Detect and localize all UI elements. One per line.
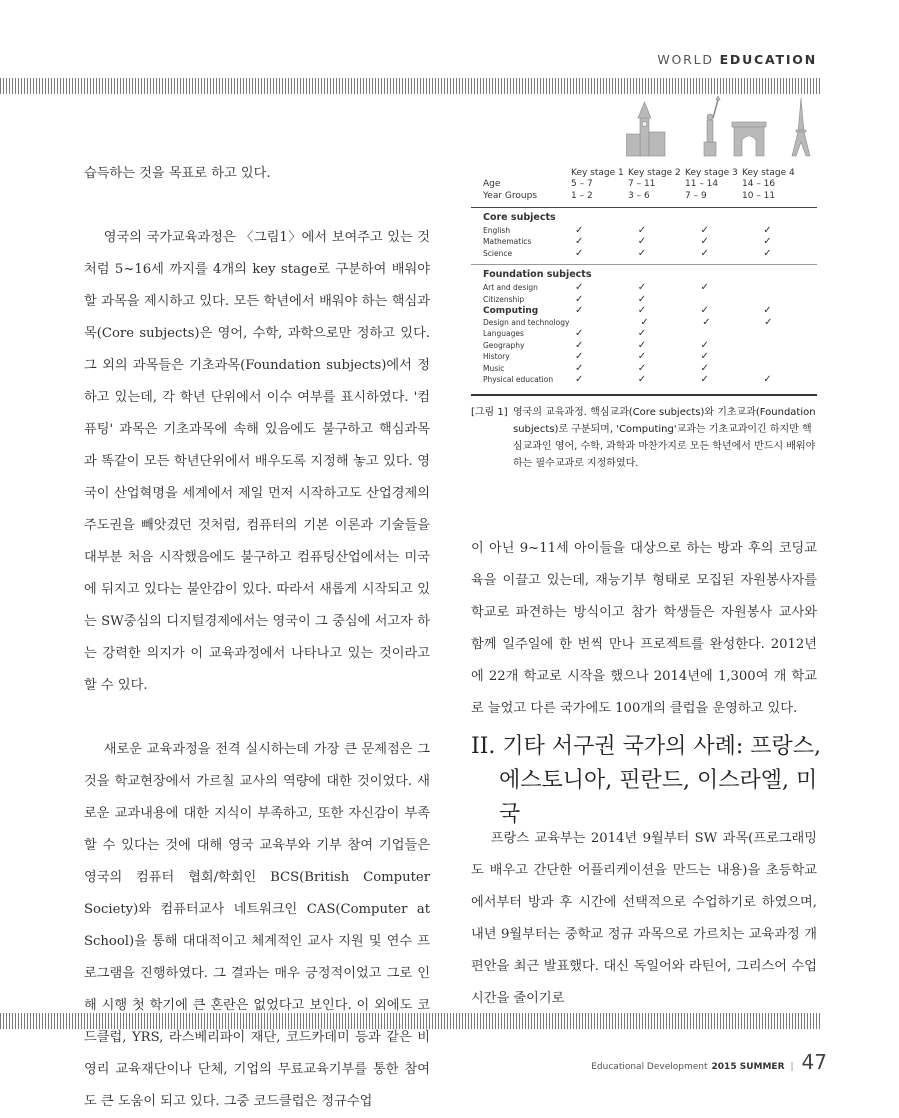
header-cell: 3 – 6 [628, 190, 650, 201]
foundation-subjects-title: Foundation subjects [483, 269, 592, 280]
check-mark: ✓ [574, 236, 584, 248]
check-mark: ✓ [574, 328, 584, 340]
header-cell: 14 – 16 [742, 179, 776, 190]
footer-season: 2015 SUMMER [711, 1062, 785, 1072]
row-label: Art and design [483, 283, 538, 293]
header-cell: 10 – 11 [742, 190, 776, 201]
header-cell: 11 – 14 [685, 179, 719, 190]
bottom-decorative-bar [0, 1013, 820, 1029]
right-paragraph-1: 이 아닌 9~11세 아이들을 대상으로 하는 방과 후의 코딩교육을 이끌고 있는데, 재능기부 형태로 모집된 자원봉사자를 학교로 파견하는 방식이고 참가 학생들은 자원봉사 교사와 함께 일주일에 한 번씩 만나 프로젝트를 완성한다. 2012년에 22개 학교로 시작을 했으나 2014년에 1,300여 개 학교로 늘었고 다른 국가에도 100개의 클럽을 운영하고 있다. [471, 541, 817, 716]
figure-curriculum-table [471, 167, 817, 472]
right-paragraph-2: 프랑스 교육부는 2014년 9월부터 SW 과목(프로그래밍도 배우고 간단한 어플리케이션을 만드는 내용)을 초등학교에서부터 방과 후 시간에 선택적으로 수업하기로 하였으며, 내년 9월부터는 중학교 정규 과목으로 가르치는 교육과정 개편안을 최근 발표했다. 대신 독일어와 라틴어, 그리스어 수업시간을 줄이기로 [471, 831, 817, 1006]
check-mark: ✓ [764, 316, 773, 328]
check-mark: ✓ [763, 224, 772, 236]
row-label: Physical education [483, 375, 554, 385]
check-mark: ✓ [637, 293, 647, 305]
check-mark: ✓ [702, 316, 711, 328]
check-mark: ✓ [637, 224, 647, 236]
section-heading [471, 730, 831, 832]
header-cell: 5 – 7 [571, 179, 593, 190]
section-heading-line2: 에스토니아, 핀란드, 이스라엘, 미국 [499, 768, 818, 827]
check-mark: ✓ [574, 282, 584, 294]
check-mark: ✓ [574, 362, 584, 374]
row-label: Age [483, 179, 501, 190]
core-subjects-title: Core subjects [483, 211, 556, 223]
table-row [471, 190, 817, 202]
check-mark: ✓ [700, 282, 709, 294]
figure-caption-text: 영국의 교육과정. 핵심교과(Core subjects)와 기초교과(Foundation subjects)로 구분되며, 'Computing'교과는 기초교과이긴 하지만 핵심교과인 영어, 수학, 과학과 마찬가지로 모든 학년에서 반드시 배워야 하는 필수교과로 지정하였다. [513, 406, 816, 469]
check-mark: ✓ [637, 305, 647, 317]
check-mark: ✓ [574, 374, 584, 386]
row-label: Languages [483, 329, 524, 339]
row-label: English [483, 225, 511, 235]
check-mark: ✓ [700, 305, 709, 317]
table-row [471, 167, 817, 179]
table-row [471, 363, 817, 375]
section-header [657, 52, 817, 67]
check-mark: ✓ [637, 328, 647, 340]
row-label: Music [483, 363, 505, 373]
table-row [471, 282, 817, 294]
section-header-word1: WORLD [657, 52, 714, 67]
check-mark: ✓ [574, 339, 584, 351]
header-cell: Key stage 2 [628, 167, 681, 178]
table-row [471, 317, 817, 329]
left-paragraph-2: 영국의 국가교육과정은 〈그림1〉에서 보여주고 있는 것처럼 5~16세 까지를 4개의 key stage로 구분하여 배워야 할 과목을 제시하고 있다. 모든 학년에서 배워야 하는 핵심과목(Core subjects)은 영어, 수학, 과학으로만 정하고 있다. 그 외의 과목들은 기초과목(Foundation subjects)에서 정하고 있는데, 각 학년 단위에서 이수 여부를 표시하였다. '컴퓨팅' 과목은 기초과목에 속해 있음에도 불구하고 핵심과목과 똑같이 모든 학년단위에서 배우도록 지정해 놓고 있다. 영국이 산업혁명을 세계에서 제일 먼저 시작하고도 산업경제의 주도권을 빼앗겼던 것처럼, 컴퓨터의 기본 이론과 기술들을 대부분 처음 시작했음에도 불구하고 컴퓨팅산업에서는 미국에 뒤지고 있다는 불안감이 있다. 따라서 새롭게 시작되고 있는 SW중심의 디지털경제에서는 영국이 그 중심에 서고자 하는 강력한 의지가 이 교육과정에서 나타나고 있는 것이라고 할 수 있다. [84, 230, 430, 693]
check-mark: ✓ [763, 305, 772, 317]
page-number: 47 [801, 1050, 827, 1074]
check-mark: ✓ [637, 362, 647, 374]
row-label: Design and technology [483, 317, 570, 327]
header-cell: Key stage 3 [685, 167, 738, 178]
row-label: History [483, 352, 510, 362]
check-mark: ✓ [700, 247, 709, 259]
table-row [471, 248, 817, 260]
check-mark: ✓ [700, 236, 709, 248]
row-label: Citizenship [483, 294, 525, 304]
check-mark: ✓ [574, 351, 584, 363]
table-row [471, 340, 817, 352]
table-row [471, 225, 817, 237]
row-label: Computing [483, 305, 539, 316]
check-mark: ✓ [637, 339, 647, 351]
check-mark: ✓ [763, 236, 772, 248]
row-label: Science [483, 248, 513, 258]
top-decorative-bar [0, 78, 820, 94]
landmarks-illustration [626, 96, 816, 158]
check-mark: ✓ [700, 374, 709, 386]
table-row [471, 294, 817, 306]
header-cell: 7 – 11 [628, 179, 656, 190]
section-header-word2: EDUCATION [719, 52, 817, 67]
check-mark: ✓ [637, 282, 647, 294]
header-cell: 7 – 9 [685, 190, 707, 201]
table-row [471, 328, 817, 340]
header-cell: Key stage 1 [571, 167, 624, 178]
table-row [471, 374, 817, 386]
check-mark: ✓ [763, 374, 772, 386]
check-mark: ✓ [763, 247, 772, 259]
left-column [84, 158, 430, 1118]
page-footer [591, 1050, 827, 1074]
row-label: Geography [483, 340, 525, 350]
table-row [471, 305, 817, 317]
footer-journal: Educational Development [591, 1062, 708, 1072]
row-label: Mathematics [483, 237, 532, 247]
left-paragraph-1: 습득하는 것을 목표로 하고 있다. [84, 166, 271, 181]
check-mark: ✓ [700, 351, 709, 363]
section-heading-line1: II. 기타 서구권 국가의 사례: 프랑스, [471, 734, 822, 759]
check-mark: ✓ [700, 362, 709, 374]
figure-caption-label: [그림 1] [471, 406, 508, 418]
check-mark: ✓ [574, 247, 584, 259]
check-mark: ✓ [574, 224, 584, 236]
figure-caption [471, 404, 817, 472]
check-mark: ✓ [700, 339, 709, 351]
header-cell: Key stage 4 [742, 167, 795, 178]
check-mark: ✓ [700, 224, 709, 236]
figure-bottom-rule [471, 394, 817, 396]
right-column-bottom [471, 823, 817, 1015]
left-paragraph-3: 새로운 교육과정을 전격 실시하는데 가장 큰 문제점은 그것을 학교현장에서 가르칠 교사의 역량에 대한 것이었다. 새로운 교과내용에 대한 지식이 부족하고, 또한 자신감이 부족할 수 있다는 것에 대해 영국 교육부와 기부 참여 기업들은 영국의 컴퓨터 협회/학회인 BCS(British Computer Society)와 컴퓨터교사 네트워크인 CAS(Computer at School)을 통해 대대적이고 체계적인 교사 지원 및 연수 프로그램을 진행하였다. 그 결과는 매우 긍정적이었고 그로 인해 시행 첫 학기에 큰 혼란은 없었다고 보인다. 이 외에도 코드클럽, YRS, 라스베리파이 재단, 코드카데미 등과 같은 비영리 교육재단이나 단체, 기업의 무료교육기부를 통한 참여도 큰 도움이 되고 있다. 그중 코드클럽은 정규수업 [84, 742, 430, 1109]
header-cell: 1 – 2 [571, 190, 593, 201]
row-label: Year Groups [483, 190, 538, 201]
right-column-top [471, 533, 817, 725]
table-rule [471, 207, 817, 208]
check-mark: ✓ [637, 247, 647, 259]
check-mark: ✓ [637, 236, 647, 248]
table-row [471, 236, 817, 248]
table-row [471, 179, 817, 191]
check-mark: ✓ [574, 305, 584, 317]
footer-separator: | [790, 1062, 794, 1072]
table-row [471, 351, 817, 363]
check-mark: ✓ [637, 374, 647, 386]
table-rule [471, 264, 817, 265]
curriculum-table [471, 167, 817, 386]
check-mark: ✓ [574, 293, 584, 305]
check-mark: ✓ [637, 351, 647, 363]
check-mark: ✓ [640, 316, 649, 328]
